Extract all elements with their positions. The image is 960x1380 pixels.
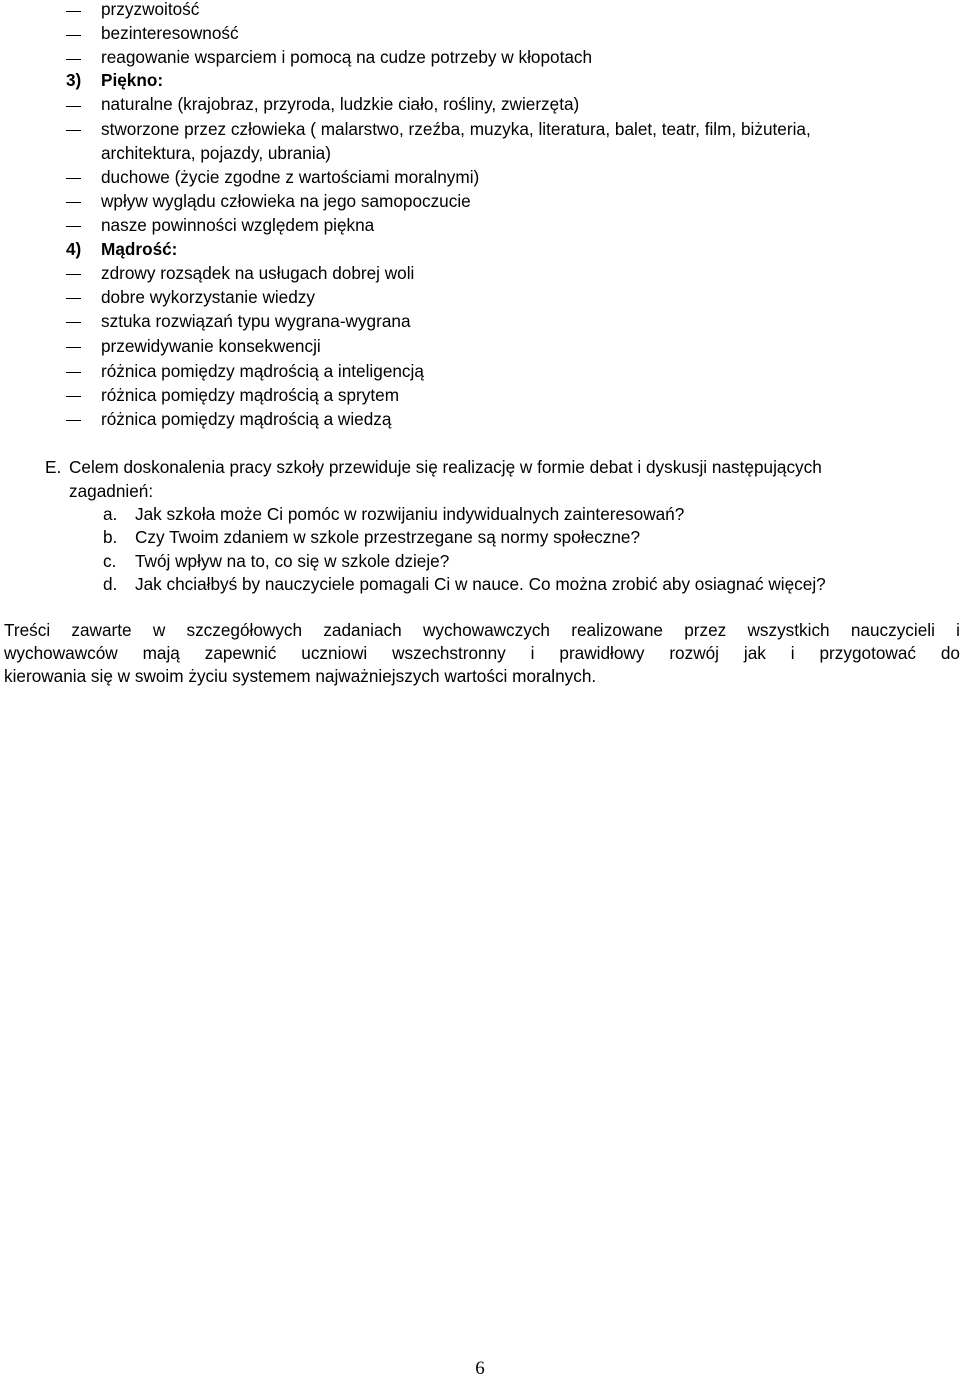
list-item: naturalne (krajobraz, przyroda, ludzkie ciało, rośliny, zwierzęta) bbox=[101, 94, 580, 114]
question-text: Jak chciałbyś by nauczyciele pomagali Ci w nauce. Co można zrobić aby osiagnać więcej? bbox=[135, 574, 826, 594]
list-item: zdrowy rozsądek na usługach dobrej woli bbox=[101, 263, 415, 283]
list-item: różnica pomiędzy mądrością a sprytem bbox=[101, 385, 400, 405]
dash-bullet bbox=[66, 130, 81, 131]
dash-bullet bbox=[66, 347, 81, 348]
list-item: przewidywanie konsekwencji bbox=[101, 336, 321, 356]
dash-bullet bbox=[66, 298, 81, 299]
dash-bullet bbox=[66, 274, 81, 275]
section-title: Mądrość: bbox=[101, 239, 178, 259]
dash-bullet bbox=[66, 372, 81, 373]
question-letter: a. bbox=[103, 504, 118, 524]
list-item: przyzwoitość bbox=[101, 0, 200, 19]
list-item: duchowe (życie zgodne z wartościami moralnymi) bbox=[101, 167, 480, 187]
dash-bullet bbox=[66, 35, 81, 36]
dash-bullet bbox=[66, 202, 81, 203]
closing-paragraph-line: wychowawców mają zapewnić uczniowi wszechstronny i prawidłowy rozwój jak i przygotować do bbox=[4, 643, 960, 663]
list-item: wpływ wyglądu człowieka na jego samopoczucie bbox=[101, 191, 471, 211]
closing-paragraph-line: kierowania się w swoim życiu systemem najważniejszych wartości moralnych. bbox=[4, 666, 597, 686]
question-letter: b. bbox=[103, 527, 118, 547]
dash-bullet bbox=[66, 59, 81, 60]
dash-bullet bbox=[66, 11, 81, 12]
list-item: sztuka rozwiązań typu wygrana-wygrana bbox=[101, 311, 411, 331]
list-item: dobre wykorzystanie wiedzy bbox=[101, 287, 315, 307]
list-item: różnica pomiędzy mądrością a wiedzą bbox=[101, 409, 392, 429]
page-number: 6 bbox=[475, 1358, 485, 1379]
section-title: Piękno: bbox=[101, 70, 164, 90]
dash-bullet bbox=[66, 420, 81, 421]
list-item: różnica pomiędzy mądrością a inteligencją bbox=[101, 361, 424, 381]
question-text: Twój wpływ na to, co się w szkole dzieje? bbox=[135, 551, 450, 571]
question-text: Czy Twoim zdaniem w szkole przestrzegane są normy społeczne? bbox=[135, 527, 641, 547]
dash-bullet bbox=[66, 178, 81, 179]
closing-paragraph-line: Treści zawarte w szczegółowych zadaniach wychowawczych realizowane przez wszystkich nauczycieli i bbox=[4, 620, 960, 640]
list-item: reagowanie wsparciem i pomocą na cudze potrzeby w kłopotach bbox=[101, 47, 593, 67]
section-number: 4) bbox=[66, 239, 82, 259]
question-letter: d. bbox=[103, 574, 118, 594]
list-item-continuation: architektura, pojazdy, ubrania) bbox=[101, 143, 331, 163]
list-item: stworzone przez człowieka ( malarstwo, rzeźba, muzyka, literatura, balet, teatr, film, biżuteria, bbox=[101, 119, 811, 139]
section-e-intro-continuation: zagadnień: bbox=[69, 481, 154, 501]
section-number: 3) bbox=[66, 70, 82, 90]
question-text: Jak szkoła może Ci pomóc w rozwijaniu indywidualnych zainteresowań? bbox=[135, 504, 685, 524]
dash-bullet bbox=[66, 322, 81, 323]
list-item: bezinteresowność bbox=[101, 23, 239, 43]
dash-bullet bbox=[66, 396, 81, 397]
list-item: nasze powinności względem piękna bbox=[101, 215, 375, 235]
dash-bullet bbox=[66, 226, 81, 227]
section-e-label: E. bbox=[45, 457, 62, 477]
question-letter: c. bbox=[103, 551, 117, 571]
section-e-intro: Celem doskonalenia pracy szkoły przewiduje się realizację w formie debat i dyskusji następujących bbox=[69, 457, 822, 477]
dash-bullet bbox=[66, 106, 81, 107]
